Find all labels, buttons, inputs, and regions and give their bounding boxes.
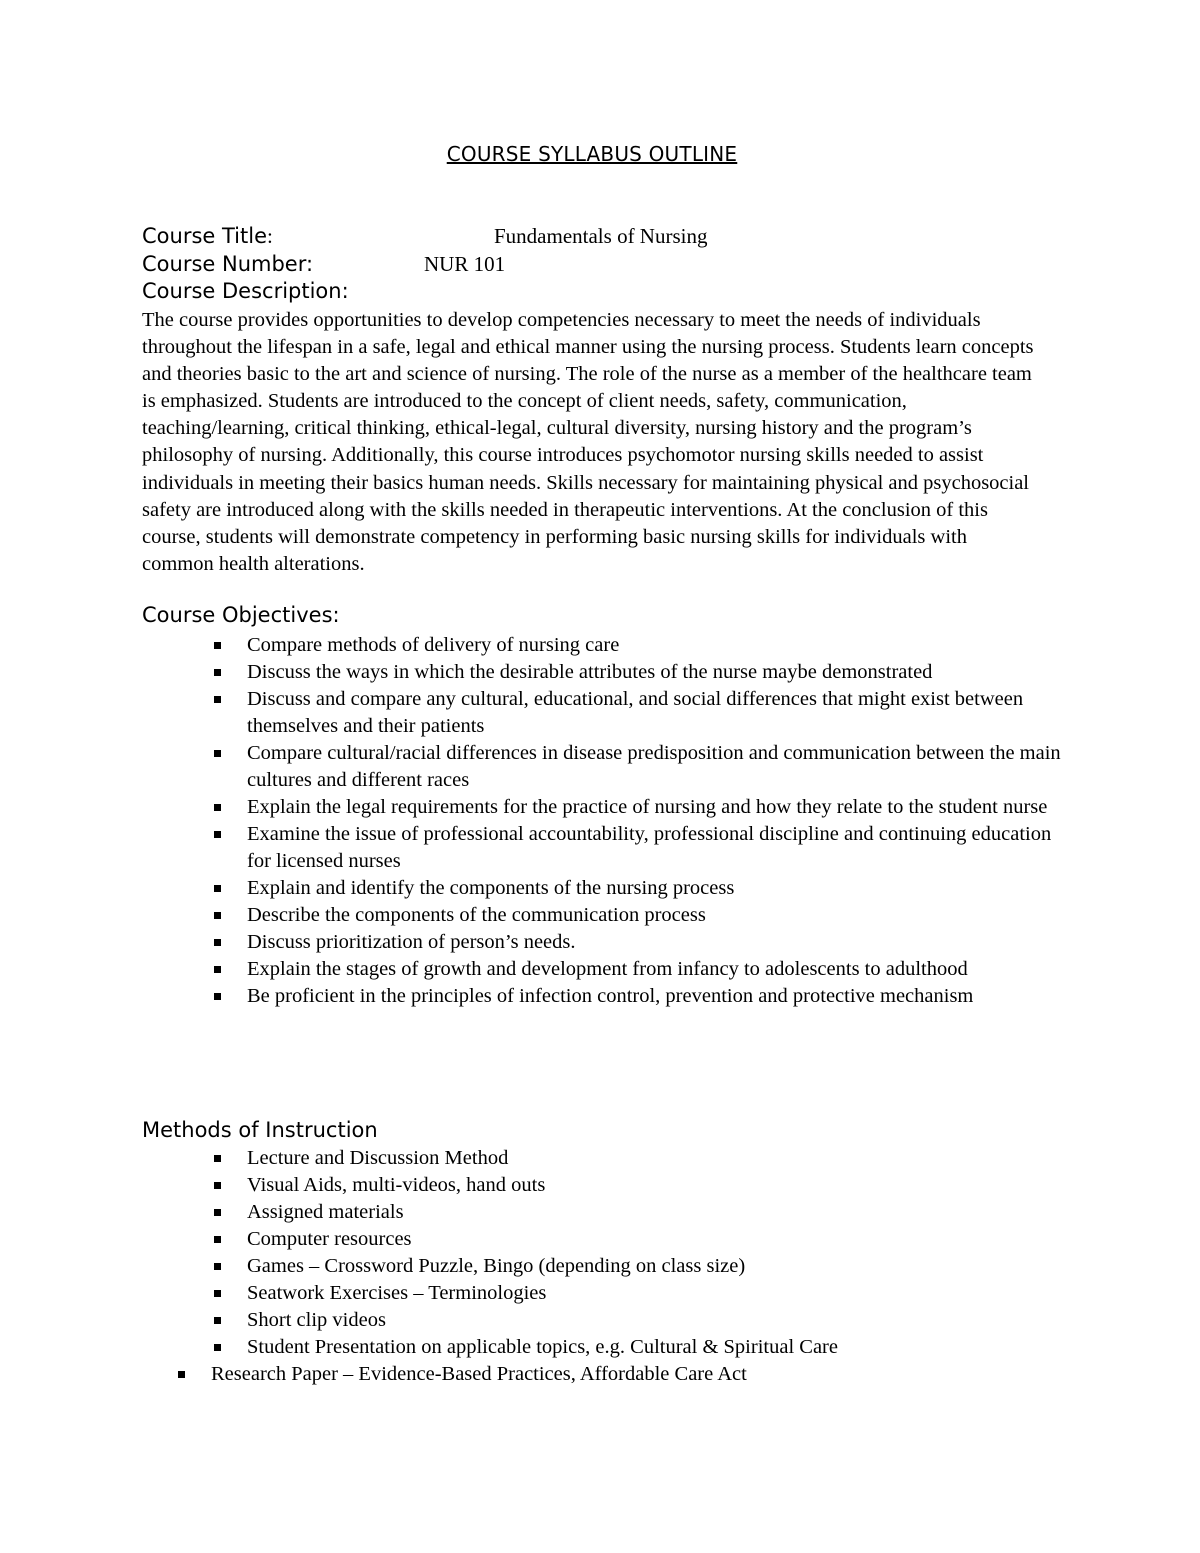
- bullet-icon: [214, 750, 221, 757]
- objective-text: Discuss the ways in which the desirable attributes of the nurse maybe demonstrated: [247, 661, 933, 683]
- list-item: [247, 956, 1067, 983]
- list-item: [247, 632, 1067, 659]
- objective-text: Examine the issue of professional accountability, professional discipline and continuing education for licensed nurses: [247, 823, 1052, 872]
- list-item: [247, 1226, 1067, 1253]
- bullet-icon: [214, 939, 221, 946]
- objective-text: Describe the components of the communication process: [247, 904, 706, 926]
- list-item: [247, 740, 1067, 794]
- objective-text: Explain the stages of growth and development from infancy to adolescents to adulthood: [247, 958, 968, 980]
- method-text: Computer resources: [247, 1228, 412, 1250]
- bullet-icon: [214, 1182, 221, 1189]
- list-item: [247, 686, 1067, 740]
- bullet-icon: [214, 912, 221, 919]
- list-item: [247, 794, 1067, 821]
- list-item: [247, 1307, 1067, 1334]
- bullet-icon: [214, 804, 221, 811]
- method-text: Student Presentation on applicable topics, e.g. Cultural & Spiritual Care: [247, 1336, 838, 1358]
- list-item: [247, 929, 1067, 956]
- bullet-icon: [178, 1371, 185, 1378]
- list-item: [247, 1145, 1067, 1172]
- page-title: COURSE SYLLABUS OUTLINE: [446, 142, 738, 166]
- course-title-label-row: [142, 222, 273, 250]
- bullet-icon: [214, 1344, 221, 1351]
- method-text: Seatwork Exercises – Terminologies: [247, 1282, 547, 1304]
- objective-text: Discuss and compare any cultural, educational, and social differences that might exist between themselves and their patients: [247, 688, 1024, 737]
- list-item: [247, 875, 1067, 902]
- course-title-label: Course Title: [142, 224, 267, 248]
- methods-list: [247, 1145, 1067, 1361]
- bullet-icon: [214, 696, 221, 703]
- list-item: [247, 1172, 1067, 1199]
- bullet-icon: [214, 885, 221, 892]
- list-item: [247, 1280, 1067, 1307]
- list-item: [247, 1253, 1067, 1280]
- bullet-icon: [214, 1236, 221, 1243]
- objective-text: Compare cultural/racial differences in disease predisposition and communication between the main cultures and different races: [247, 742, 1061, 791]
- bullet-icon: [214, 642, 221, 649]
- course-objectives-list: [247, 632, 1067, 1010]
- bullet-icon: [214, 831, 221, 838]
- extra-methods-list: [211, 1361, 1031, 1388]
- objective-text: Compare methods of delivery of nursing care: [247, 634, 620, 656]
- course-objectives-heading: Course Objectives:: [142, 603, 340, 627]
- course-number-value: NUR 101: [424, 252, 506, 276]
- bullet-icon: [214, 1263, 221, 1270]
- objective-text: Discuss prioritization of person’s needs.: [247, 931, 576, 953]
- list-item: [247, 821, 1067, 875]
- bullet-icon: [214, 1317, 221, 1324]
- list-item: [247, 659, 1067, 686]
- course-description-text: The course provides opportunities to develop competencies necessary to meet the needs of individuals throughout the lifespan in a safe, legal and ethical manner using the nursing process. Students learn concepts and theories basic to the art and science of nursing. The role of the nurse as a member of the healthcare team is emphasized. Students are introduced to the concept of client needs, safety, communication, teaching/learning, critical thinking, ethical-legal, cultural diversity, nursing history and the program’s philosophy of nursing. Additionally, this course introduces psychomotor nursing skills needed to assist individuals in meeting their basics human needs. Skills necessary for maintaining physical and psychosocial safety are introduced along with the skills needed in therapeutic interventions. At the conclusion of this course, students will demonstrate competency in performing basic nursing skills for individuals with common health alterations.: [142, 309, 1034, 575]
- methods-heading: Methods of Instruction: [142, 1118, 378, 1142]
- method-text: Lecture and Discussion Method: [247, 1147, 509, 1169]
- bullet-icon: [214, 966, 221, 973]
- course-title-value: Fundamentals of Nursing: [494, 224, 708, 248]
- objective-text: Explain the legal requirements for the practice of nursing and how they relate to the student nurse: [247, 796, 1048, 818]
- list-item: [247, 1199, 1067, 1226]
- method-text: Short clip videos: [247, 1309, 386, 1331]
- method-text: Visual Aids, multi-videos, hand outs: [247, 1174, 546, 1196]
- bullet-icon: [214, 1290, 221, 1297]
- method-text: Games – Crossword Puzzle, Bingo (depending on class size): [247, 1255, 746, 1277]
- course-description-label: Course Description:: [142, 279, 349, 303]
- list-item: [247, 983, 1067, 1010]
- objective-text: Be proficient in the principles of infection control, prevention and protective mechanism: [247, 985, 974, 1007]
- bullet-icon: [214, 993, 221, 1000]
- objective-text: Explain and identify the components of the nursing process: [247, 877, 735, 899]
- course-title-colon: :: [267, 224, 273, 248]
- bullet-icon: [214, 1209, 221, 1216]
- course-number-label: Course Number:: [142, 252, 314, 276]
- method-text: Research Paper – Evidence-Based Practices, Affordable Care Act: [211, 1363, 747, 1385]
- bullet-icon: [214, 669, 221, 676]
- list-item: [247, 1334, 1067, 1361]
- list-item: [211, 1361, 1031, 1388]
- bullet-icon: [214, 1155, 221, 1162]
- method-text: Assigned materials: [247, 1201, 404, 1223]
- list-item: [247, 902, 1067, 929]
